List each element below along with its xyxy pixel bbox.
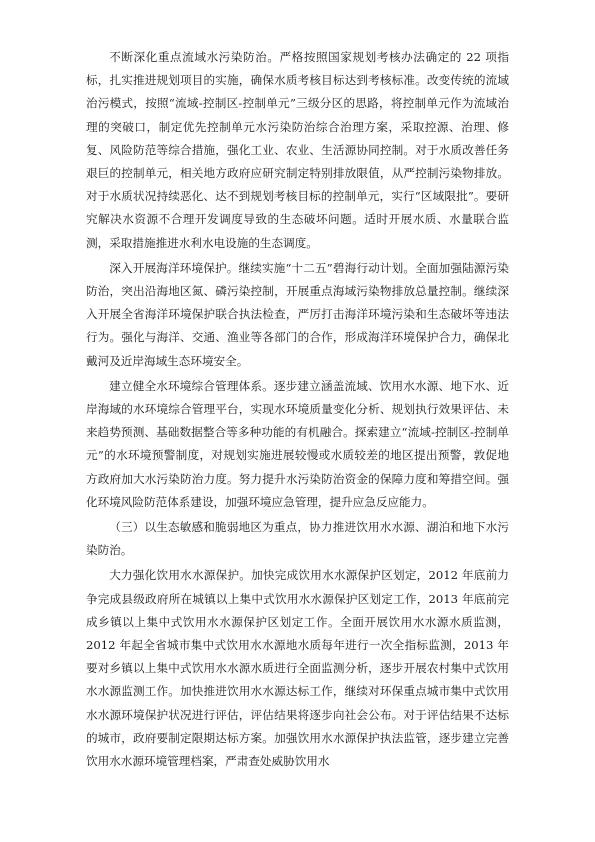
paragraph-text: 继续实施“十二五”碧海行动计划。全面加强陆源污染防治，突出沿海地区氮、磷污染控制，开展重点海域污染物排放总量控制。继续深入开展全省海洋环境保护联合执法检查，严厉打击海洋环境污染和生态破坏等违法行为。强化与海洋、交通、渔业等各部门的合作，形成海洋环境保护合力，确保北戴河及近岸海域生态环境安全。 — [86, 260, 509, 368]
paragraph-lead: 深入开展海洋环境保护。 — [109, 260, 239, 275]
paragraph-text: 严格按照国家规划考核办法确定的 22 项指标，扎实推进规划项目的实施，确保水质考核目标达到考核标准。改变传统的流域治污模式，按照“流域-控制区-控制单元”三级分区的思路，将控制单元作为流域治理的突破口，制定优先控制单元水污染防治综合治理方案，采取控源、治理、修复、风险防范等综合措施，强化工业、农业、生活源协同控制。对于水质改善任务艰巨的控制单元，相关地方政府应研究制定特别排放限值，从严控制污染物排放。对于水质状况持续恶化、达不到规划考核目标的控制单元，实行“区域限批”。要研究解决水资源不合理开发调度导致的生态破坏问题。适时开展水质、水量联合监测，采取措施推进水利水电设施的生态调度。 — [86, 50, 509, 250]
paragraph-lead: 大力强化饮用水水源保护。 — [109, 568, 252, 583]
paragraph-lead: 不断深化重点流域水污染防治。 — [109, 50, 280, 64]
body-text — [86, 46, 509, 775]
paragraph-lead: 建立健全水环境综合管理体系。 — [109, 378, 274, 393]
paragraph-text: （三）以生态敏感和脆弱地区为重点，协力推进饮用水水源、湖泊和地下水污染防治。 — [86, 520, 509, 558]
paragraph-text: 逐步建立涵盖流域、饮用水水源、地下水、近岸海域的水环境综合管理平台，实现水环境质量变化分析、规划执行效果评估、未来趋势预测、基础数据整合等多种功能的有机融合。探索建立“流域-控制区-控制单元”的水环境预警制度，对规划实施进展较慢或水质较差的地区提出预警，敦促地方政府加大水污染防治力度。努力提升水污染防治资金的保障力度和筹措空间。强化环境风险防范体系建设，加强环境应急管理，提升应急反应能力。 — [86, 378, 509, 509]
section-heading-3 — [86, 516, 509, 562]
paragraph-marine — [86, 257, 509, 373]
paragraph-text: 加快完成饮用水水源保护区划定，2012 年底前力争完成县级政府所在城镇以上集中式饮用水水源保护区划定工作，2013 年底前完成乡镇以上集中式饮用水水源保护区划定工作。全面开展饮用水水源水质监测，2012 年起全省城市集中式饮用水水源地水质每年进行一次全指标监测，2013 年要对乡镇以上集中式饮用水水源水质进行全面监测分析，逐步开展农村集中式饮用水水源监测工作。加快推进饮用水水源达标工作，继续对环保重点城市集中式饮用水水源环境保护状况进行评估，评估结果将逐步向社会公布。对于评估结果不达标的城市，政府要制定限期达标方案。加强饮用水水源保护执法监管，逐步建立完善饮用水水源环境管理档案，严肃查处威胁饮用水 — [86, 568, 509, 769]
paragraph-management-system — [86, 375, 509, 514]
paragraph-river-basin — [86, 46, 509, 255]
paragraph-drinking-water — [86, 564, 509, 773]
